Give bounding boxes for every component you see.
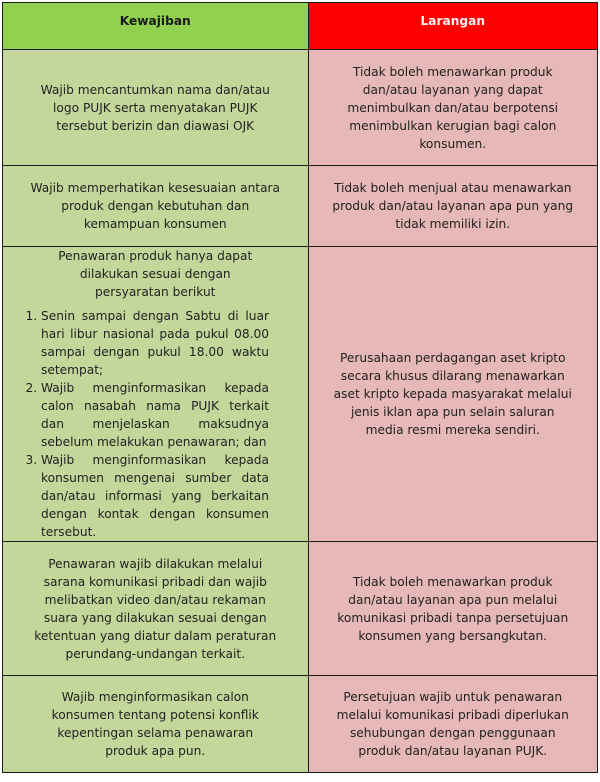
- kewajiban-cell: [3, 50, 309, 166]
- table-row: [3, 247, 598, 542]
- list-item: 3. Wajib menginformasikan kepada konsumen mengenai sumber data dan/atau informasi yang berkaitan dengan kontak dengan konsumen tersebut.: [41, 451, 269, 541]
- larangan-cell: [308, 542, 598, 676]
- header-larangan-label: Larangan: [420, 14, 486, 28]
- larangan-text: Tidak boleh menawarkan produk dan/atau layanan apa pun melalui komunikasi pribadi tanpa persetujuan konsumen yang bersangkutan.: [337, 574, 569, 643]
- obligations-prohibitions-table: [2, 2, 598, 773]
- kewajiban-cell: [3, 247, 309, 542]
- kewajiban-intro-text: Penawaran produk hanya dapat dilakukan sesuai dengan persyaratan berikut: [58, 249, 253, 299]
- kewajiban-text: Wajib menginformasikan calon konsumen tentang potensi konflik kepentingan selama penawaran produk apa pun.: [51, 690, 259, 758]
- larangan-cell: [308, 50, 598, 166]
- kewajiban-text: Penawaran wajib dilakukan melalui sarana komunikasi pribadi dan wajib melibatkan video dan/atau rekaman suara yang dilakukan sesuai dengan ketentuan yang diatur dalam peraturan perundang-undangan terkait.: [34, 556, 277, 661]
- table-row: [3, 676, 598, 773]
- larangan-text: Perusahaan perdagangan aset kripto secara khusus dilarang menawarkan aset kripto kepada masyarakat melalui jenis iklan apa pun selain saluran media resmi mereka sendiri.: [333, 351, 572, 437]
- kewajiban-cell: [3, 676, 309, 773]
- header-larangan: [308, 3, 598, 50]
- kewajiban-cell: [3, 166, 309, 247]
- larangan-cell: [308, 247, 598, 542]
- kewajiban-cell: [3, 542, 309, 676]
- table-row: [3, 50, 598, 166]
- kewajiban-text: Wajib mencantumkan nama dan/atau logo PUJK serta menyatakan PUJK tersebut berizin dan diawasi OJK: [40, 82, 270, 133]
- table-row: [3, 542, 598, 676]
- header-kewajiban-label: Kewajiban: [119, 14, 191, 28]
- table-row: [3, 166, 598, 247]
- larangan-text: Persetujuan wajib untuk penawaran melalui komunikasi pribadi diperlukan sehubungan dengan penggunaan produk dan/atau layanan PUJK.: [336, 690, 569, 758]
- larangan-text: Tidak boleh menjual atau menawarkan produk dan/atau layanan apa pun yang tidak memiliki izin.: [332, 181, 574, 231]
- larangan-cell: [308, 676, 598, 773]
- requirements-list: [3, 307, 269, 541]
- list-item: 2. Wajib menginformasikan kepada calon nasabah nama PUJK terkait dan menjelaskan maksudnya sebelum melakukan penawaran; dan: [41, 379, 269, 451]
- larangan-text: Tidak boleh menawarkan produk dan/atau layanan yang dapat menimbulkan dan/atau berpotensi menimbulkan kerugian bagi calon konsumen.: [347, 64, 559, 151]
- header-kewajiban: [3, 3, 309, 50]
- list-item: 1. Senin sampai dengan Sabtu di luar hari libur nasional pada pukul 08.00 sampai dengan pukul 18.00 waktu setempat;: [41, 307, 269, 379]
- larangan-cell: [308, 166, 598, 247]
- kewajiban-text: Wajib memperhatikan kesesuaian antara produk dengan kebutuhan dan kemampuan konsumen: [30, 181, 281, 231]
- header-row: [3, 3, 598, 50]
